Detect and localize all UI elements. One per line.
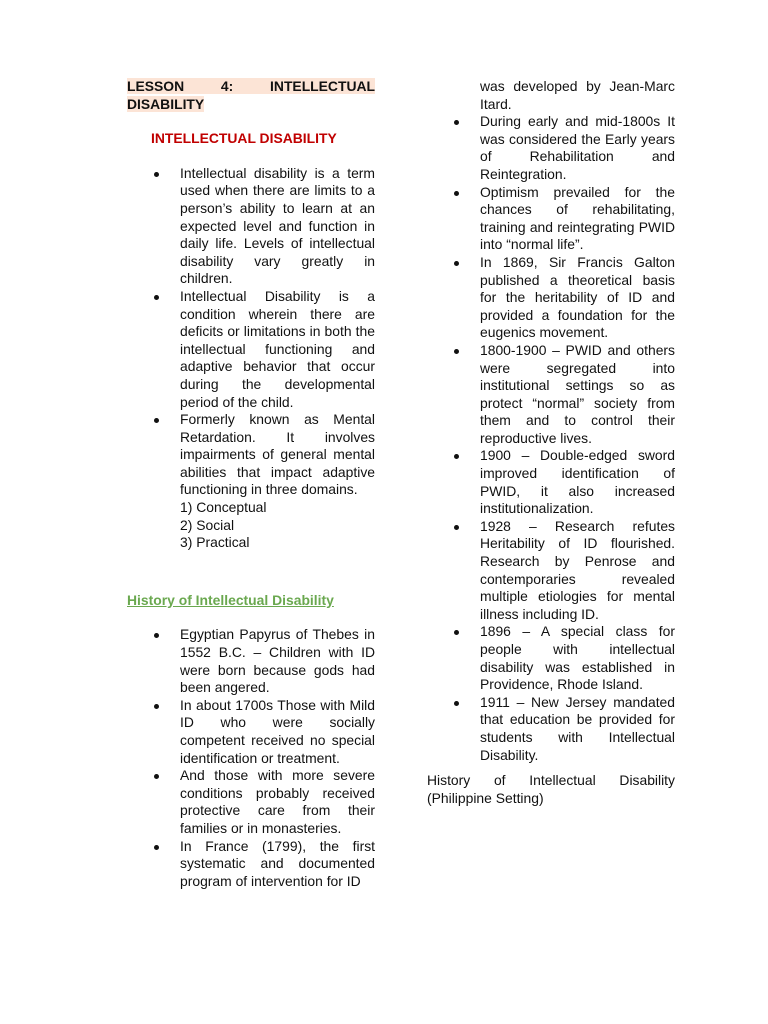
left-column xyxy=(127,78,375,890)
list-item-continuation: was developed by Jean-Marc Itard. xyxy=(480,78,675,112)
list-item: 1896 – A special class for people with intellectual disability was established in Providence, Rhode Island. xyxy=(427,623,675,693)
list-item: 1900 – Double-edged sword improved identification of PWID, it also increased institutionalization. xyxy=(427,447,675,517)
domain-item: 3) Practical xyxy=(180,534,250,551)
list-item: Intellectual Disability is a condition wherein there are deficits or limitations in both the intellectual functioning and adaptive behavior that occur during the developmental period of the child. xyxy=(127,288,375,411)
list-item: Egyptian Papyrus of Thebes in 1552 B.C. – Children with ID were born because gods had been angered. xyxy=(127,626,375,696)
list-item: In 1869, Sir Francis Galton published a theoretical basis for the heritability of ID and provided a foundation for the eugenics movement. xyxy=(427,254,675,342)
list-item: 1911 – New Jersey mandated that education be provided for students with Intellectual Disability. xyxy=(427,694,675,764)
lesson-title-text: LESSON 4: INTELLECTUAL DISABILITY xyxy=(127,78,375,112)
list-item: During early and mid-1800s It was considered the Early years of Rehabilitation and Reintegration. xyxy=(427,113,675,183)
history-list-left xyxy=(127,626,375,890)
lesson-title xyxy=(127,78,375,113)
list-item: 1800-1900 – PWID and others were segregated into institutional settings so as protect “normal” society from them and to control their reproductive lives. xyxy=(427,342,675,448)
history-title: History of Intellectual Disability xyxy=(127,591,334,608)
list-item: Formerly known as Mental Retardation. It involves impairments of general mental abilities that impact adaptive functioning in three domains. xyxy=(127,411,375,499)
closing-note: History of Intellectual Disability (Philippine Setting) xyxy=(427,772,675,806)
list-item: Intellectual disability is a term used when there are limits to a person’s ability to learn at an expected level and function in daily life. Levels of intellectual disability vary greatly in children. xyxy=(127,165,375,288)
list-item: And those with more severe conditions probably received protective care from their families or in monasteries. xyxy=(127,767,375,837)
spacer xyxy=(127,552,375,592)
domain-item: 2) Social xyxy=(180,516,235,533)
domains-list xyxy=(127,499,375,552)
list-item: In about 1700s Those with Mild ID who were socially competent received no special identification or treatment. xyxy=(127,697,375,767)
section-title: INTELLECTUAL DISABILITY xyxy=(151,130,337,147)
spacer xyxy=(127,609,375,626)
list-item: In France (1799), the first systematic and documented program of intervention for ID xyxy=(127,838,375,891)
history-list-right xyxy=(427,78,675,764)
list-item: 1928 – Research refutes Heritability of ID flourished. Research by Penrose and contemporaries revealed multiple etiologies for mental illness including ID. xyxy=(427,518,675,624)
list-item: Optimism prevailed for the chances of rehabilitating, training and reintegrating PWID into “normal life”. xyxy=(427,184,675,254)
domain-item: 1) Conceptual xyxy=(180,499,267,516)
definition-list xyxy=(127,165,375,499)
right-column xyxy=(427,78,675,807)
